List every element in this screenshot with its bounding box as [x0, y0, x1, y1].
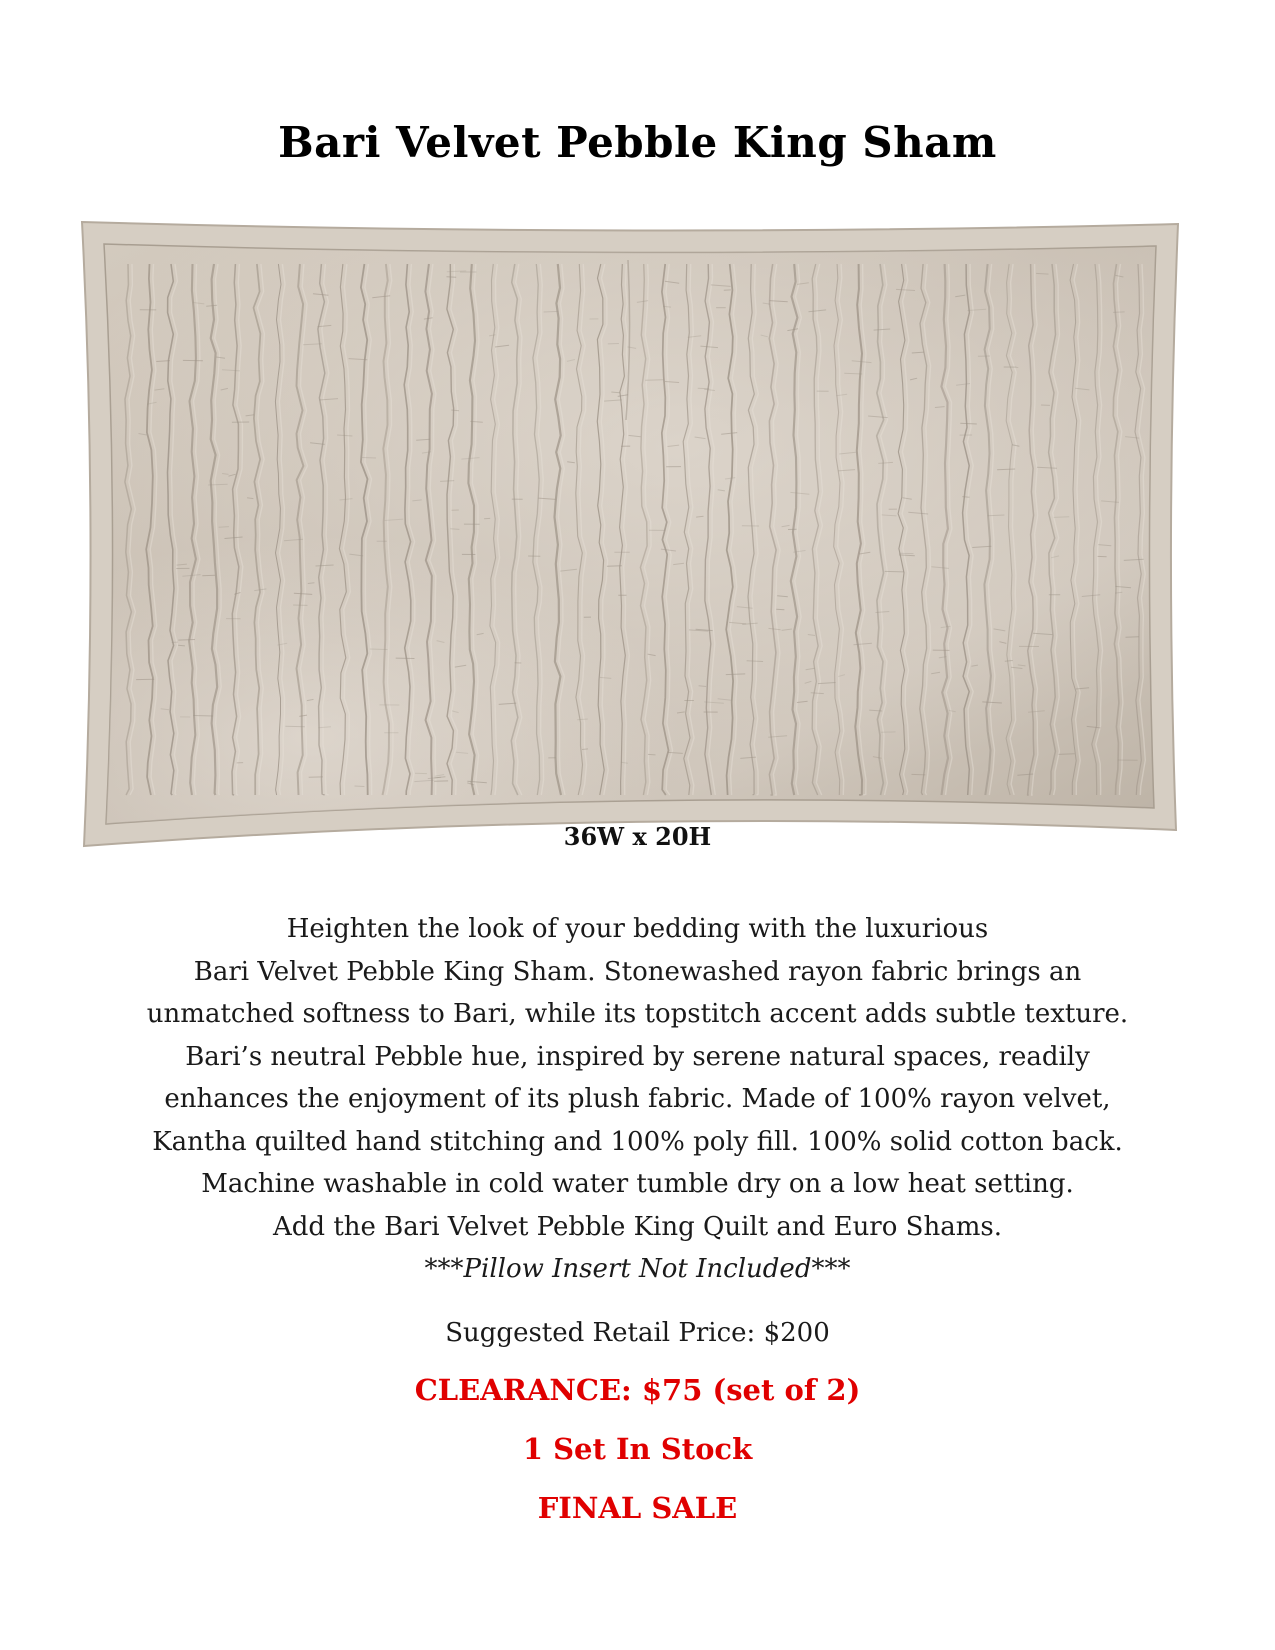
description-line: Add the Bari Velvet Pebble King Quilt and Euro Shams.: [273, 1211, 1002, 1242]
description-line: Machine washable in cold water tumble dry on a low heat setting.: [201, 1169, 1074, 1199]
fabric-crinkle: [885, 571, 904, 572]
fabric-crinkle: [912, 774, 926, 775]
fabric-crinkle: [960, 423, 977, 424]
fabric-crinkle: [1113, 312, 1125, 313]
fabric-crinkle: [202, 575, 215, 576]
fabric-crinkle: [1005, 661, 1013, 662]
insert-not-included-note: ***Pillow Insert Not Included***: [424, 1254, 851, 1284]
product-title: Bari Velvet Pebble King Sham: [278, 118, 997, 167]
description-line: enhances the enjoyment of its plush fabric. Made of 100% rayon velvet,: [164, 1084, 1111, 1114]
fabric-crinkle: [582, 749, 588, 750]
fabric-crinkle: [1036, 273, 1048, 274]
fabric-crinkle: [997, 469, 1015, 470]
final-sale-notice: FINAL SALE: [537, 1491, 738, 1525]
fabric-crinkle: [645, 380, 663, 381]
fabric-crinkle: [607, 566, 622, 567]
product-image: [80, 220, 1180, 850]
fabric-crinkle: [698, 388, 709, 389]
fabric-crinkle: [362, 458, 376, 459]
fabric-crinkle: [1059, 754, 1075, 755]
fabric-crinkle: [962, 497, 969, 498]
fabric-crinkle: [663, 306, 671, 307]
fabric-crinkle: [219, 527, 229, 528]
clearance-price: CLEARANCE: $75 (set of 2): [414, 1373, 861, 1407]
description-line: Kantha quilted hand stitching and 100% poly fill. 100% solid cotton back.: [152, 1126, 1123, 1157]
description-line: Bari Velvet Pebble King Sham. Stonewashed rayon fabric brings an: [193, 956, 1082, 987]
fabric-crinkle: [178, 640, 195, 641]
product-description: [60, 908, 1215, 1291]
fabric-crinkle: [370, 649, 388, 650]
product-dimensions: 36W x 20H: [563, 822, 712, 851]
fabric-crinkle: [355, 786, 365, 787]
fabric-crinkle: [747, 661, 764, 662]
suggested-retail-price: Suggested Retail Price: $200: [445, 1318, 830, 1348]
fabric-crinkle: [726, 674, 745, 675]
fabric-crinkle: [447, 277, 457, 278]
fabric-crinkle: [450, 529, 459, 530]
fabric-crinkle: [1054, 517, 1070, 518]
fabric-crinkle: [308, 583, 315, 584]
fabric-crinkle: [451, 410, 459, 411]
pillow-sham-illustration: [80, 220, 1180, 850]
fabric-crinkle: [544, 311, 559, 312]
fabric-crinkle: [285, 726, 304, 727]
description-line: unmatched softness to Bari, while its topstitch accent adds subtle texture.: [146, 999, 1129, 1029]
description-line: Heighten the look of your bedding with the luxurious: [286, 914, 989, 944]
fabric-crinkle: [193, 716, 213, 717]
fabric-crinkle: [178, 645, 185, 646]
fabric-crinkle: [776, 609, 784, 610]
description-line: Bari’s neutral Pebble hue, inspired by serene natural spaces, readily: [185, 1041, 1090, 1072]
fabric-crinkle: [648, 754, 656, 755]
stock-status: 1 Set In Stock: [522, 1432, 753, 1466]
